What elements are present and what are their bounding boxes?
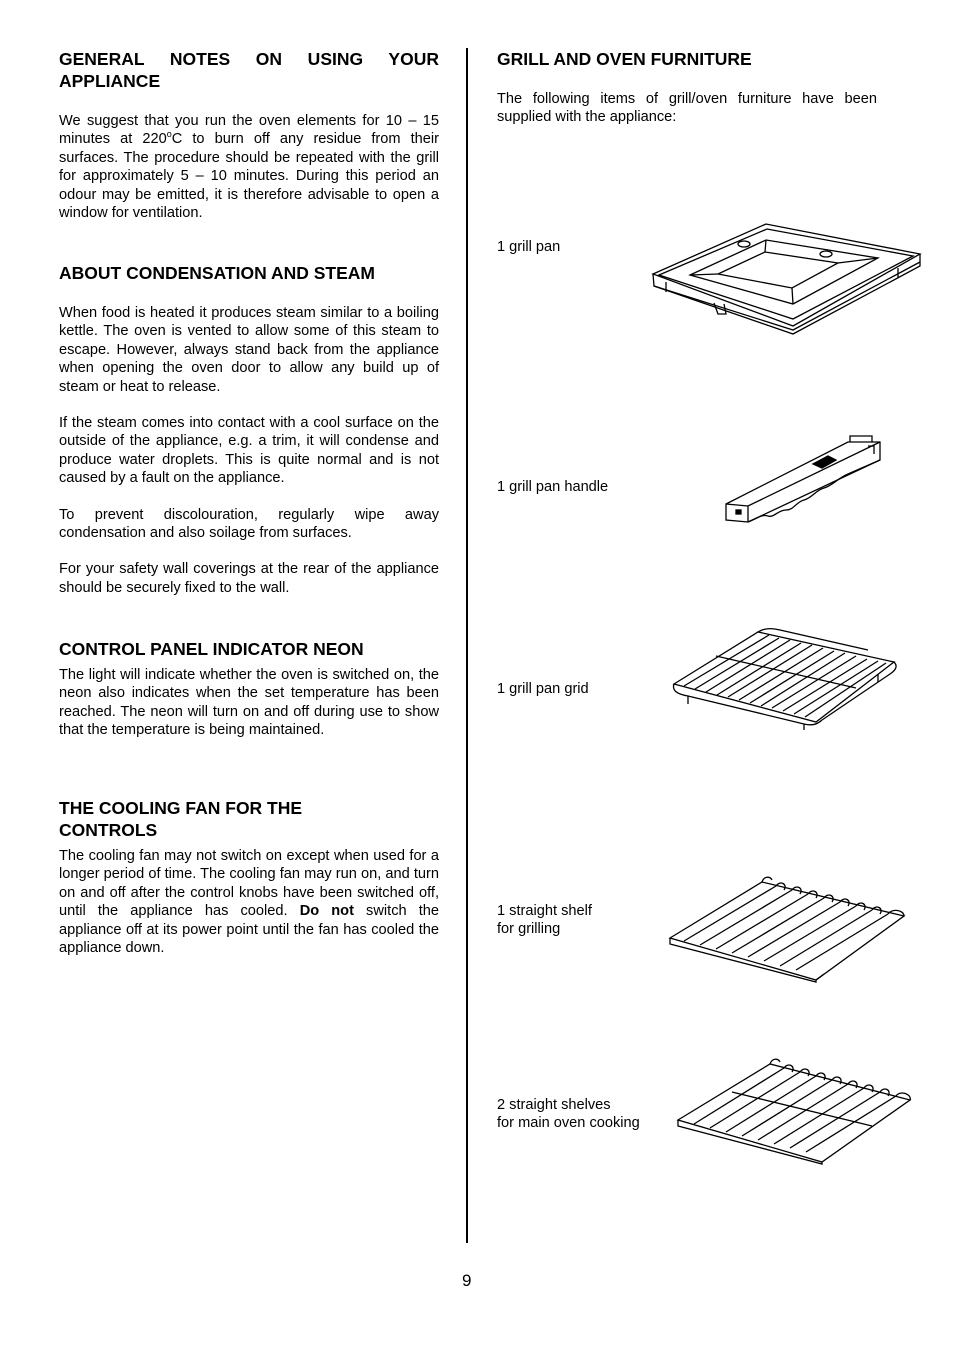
section-condensation [59, 262, 439, 597]
furniture-intro: The following items of grill/oven furniture have been supplied with the appliance: [497, 91, 877, 126]
section-neon [59, 638, 439, 740]
section-general-notes [59, 48, 439, 222]
page-number: 9 [462, 1271, 472, 1290]
heading-neon: CONTROL PANEL INDICATOR NEON [59, 639, 364, 659]
column-divider [466, 48, 468, 1243]
condensation-p3: To prevent discolouration, regularly wipe away condensation and also soilage from surfaces. [59, 506, 439, 542]
section-cooling-fan [59, 797, 439, 957]
condensation-p2: If the steam comes into contact with a cool surface on the outside of the appliance, e.g. a trim, it will condense and produce water droplets. This is quite normal and is not caused by a fault on the appliance. [59, 415, 439, 487]
condensation-p4: For your safety wall coverings at the rear of the appliance should be securely fixed to the wall. [59, 561, 439, 596]
label-straight-shelves: 2 straight shelves for main oven cooking [497, 1097, 640, 1132]
general-notes-text: We suggest that you run the oven elements for 10 – 15 minutes at 220$^o$C to burn off any residue from their surfaces. The procedure should be repeated with the grill for approximately 5 – 10 minutes. During this period an odour may be emitted, it is therefore advisable to open a window for ventilation. [59, 113, 439, 222]
heading-general-notes: GENERAL NOTES ON USING YOUR APPLIANCE [59, 49, 439, 91]
straight-shelf-icon [666, 876, 912, 984]
grill-pan-icon [648, 218, 926, 336]
cooling-fan-text: The cooling fan may not switch on except when used for a longer period of time. The cooling fan may run on, and turn on and off after the control knobs have been switched off, until the appliance has cooled. Do not switch the appliance off at its power point until the fan has cooled the appliance down. [59, 848, 440, 957]
label-grill-pan-handle: 1 grill pan handle [497, 479, 609, 495]
grill-pan-handle-icon [718, 430, 888, 530]
straight-shelves-icon [672, 1056, 918, 1168]
grill-pan-grid-icon [668, 626, 900, 730]
label-grill-pan-grid: 1 grill pan grid [497, 681, 589, 697]
right-column [497, 48, 897, 1132]
label-straight-shelf: 1 straight shelf for grilling [497, 903, 592, 938]
neon-text: The light will indicate whether the oven is switched on, the neon also indicates when the set temperature has been reached. The neon will turn on and off during use to show that the temperature is being maintained. [59, 667, 439, 739]
condensation-p1: When food is heated it produces steam similar to a boiling kettle. The oven is vented to allow some of this steam to escape. However, always stand back from the appliance when opening the oven door to allow any build up of steam or heat to release. [59, 305, 439, 395]
heading-condensation: ABOUT CONDENSATION AND STEAM [59, 263, 375, 283]
heading-furniture: GRILL AND OVEN FURNITURE [497, 49, 752, 69]
label-grill-pan: 1 grill pan [497, 239, 561, 255]
heading-cooling-fan: THE COOLING FAN FOR THE CONTROLS [59, 798, 303, 840]
